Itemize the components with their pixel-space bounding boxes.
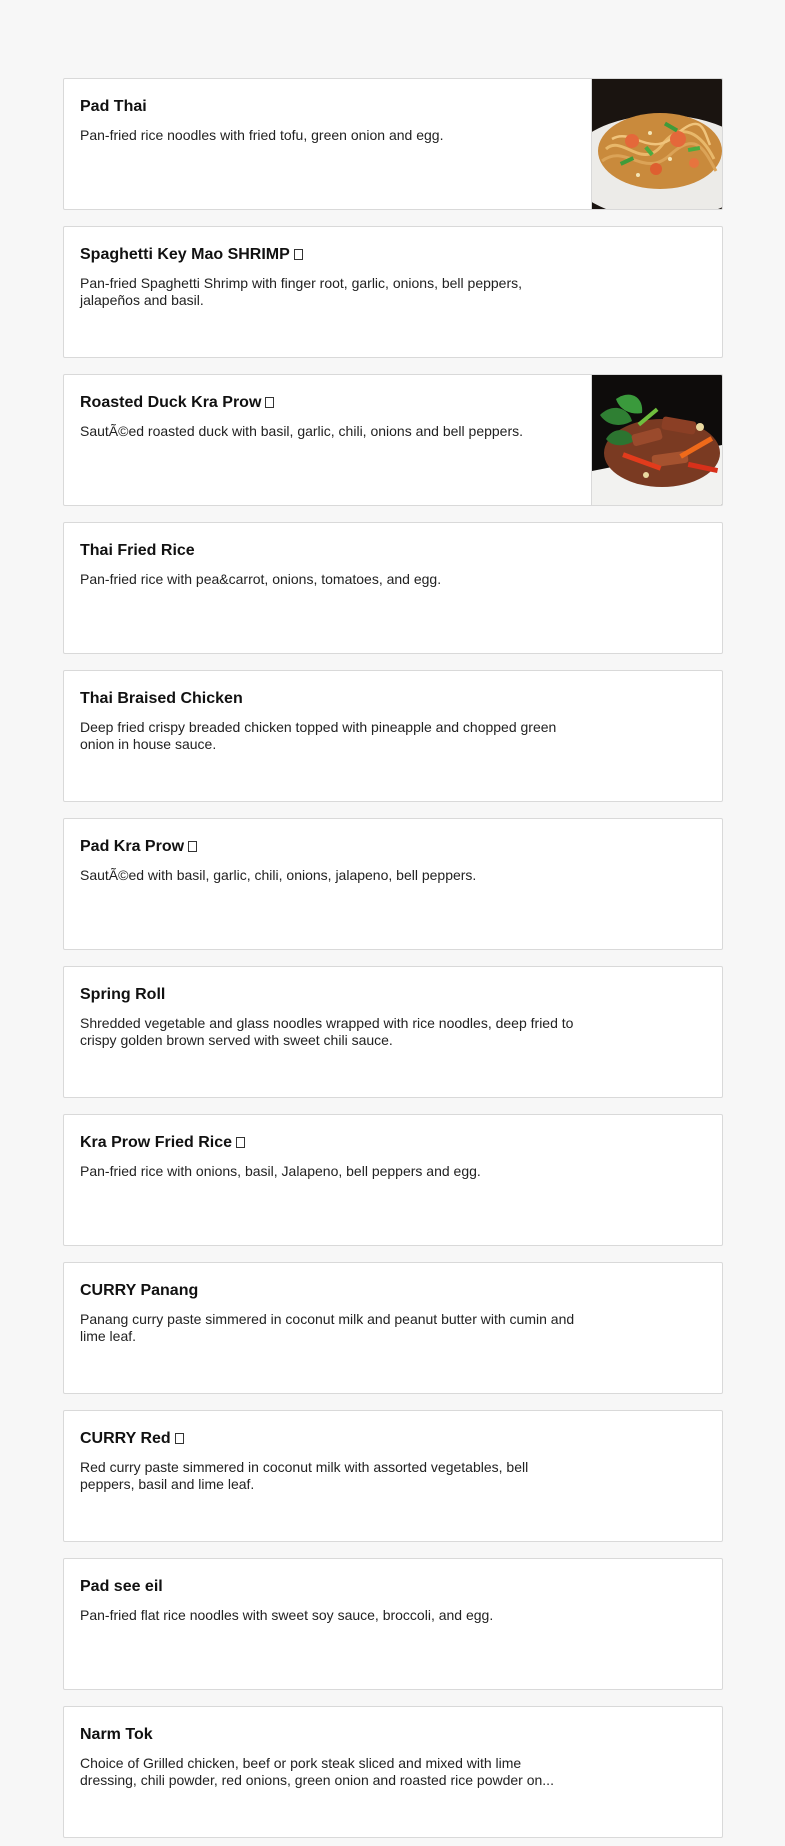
- menu-item-description: Shredded vegetable and glass noodles wrapped with rice noodles, deep fried to crispy golden brown served with sweet chili sauce.: [80, 1015, 574, 1048]
- menu-item-text: [80, 1281, 580, 1345]
- menu-item-description: SautÃ©ed with basil, garlic, chili, onions, jalapeno, bell peppers.: [80, 867, 477, 883]
- menu-item-card[interactable]: [63, 1410, 723, 1542]
- menu-item-title: Pad Thai: [80, 98, 147, 115]
- menu-item-title: CURRY Panang: [80, 1282, 199, 1299]
- menu-item-card[interactable]: [63, 1706, 723, 1838]
- menu-item-card[interactable]: [63, 78, 723, 210]
- menu-item-description: Panang curry paste simmered in coconut milk and peanut butter with cumin and lime leaf.: [80, 1311, 575, 1344]
- spicy-icon: [236, 1137, 245, 1148]
- menu-item-title: Spring Roll: [80, 986, 166, 1003]
- spicy-icon: [294, 249, 303, 260]
- menu-item-text: [80, 97, 580, 144]
- spicy-icon: [265, 397, 274, 408]
- menu-item-text: [80, 837, 580, 884]
- menu-item-text: [80, 1133, 580, 1180]
- menu-item-card[interactable]: [63, 670, 723, 802]
- menu-item-description: Red curry paste simmered in coconut milk with assorted vegetables, bell peppers, basil and lime leaf.: [80, 1459, 529, 1492]
- menu-item-title: Pad see eil: [80, 1578, 163, 1595]
- menu-item-description: Pan-fried flat rice noodles with sweet soy sauce, broccoli, and egg.: [80, 1607, 494, 1623]
- menu-item-text: [80, 1429, 580, 1493]
- spicy-icon: [188, 841, 197, 852]
- menu-item-description: Pan-fried Spaghetti Shrimp with finger root, garlic, onions, bell peppers, jalapeños and basil.: [80, 275, 523, 308]
- menu-item-text: [80, 393, 580, 440]
- menu-item-card[interactable]: [63, 522, 723, 654]
- menu-list: [63, 0, 723, 1838]
- menu-item-title: Pad Kra Prow: [80, 837, 580, 857]
- menu-item-title: CURRY Red: [80, 1429, 580, 1449]
- menu-item-title: Narm Tok: [80, 1726, 153, 1743]
- menu-item-title: Roasted Duck Kra Prow: [80, 393, 580, 413]
- menu-item-title: Thai Braised Chicken: [80, 690, 243, 707]
- menu-item-text: [80, 1725, 580, 1789]
- menu-item-card[interactable]: [63, 818, 723, 950]
- pad-thai-image: [592, 79, 722, 209]
- menu-item-card[interactable]: [63, 966, 723, 1098]
- pad-thai-photo: [591, 79, 722, 209]
- menu-item-text: [80, 245, 580, 309]
- menu-item-card[interactable]: [63, 374, 723, 506]
- menu-item-title: Thai Fried Rice: [80, 542, 195, 559]
- menu-item-title: Spaghetti Key Mao SHRIMP: [80, 245, 580, 265]
- menu-item-title: Kra Prow Fried Rice: [80, 1133, 580, 1153]
- menu-item-card[interactable]: [63, 226, 723, 358]
- menu-item-text: [80, 985, 580, 1049]
- roasted-duck-image: [592, 375, 722, 505]
- menu-item-card[interactable]: [63, 1114, 723, 1246]
- menu-item-description: Pan-fried rice with pea&carrot, onions, tomatoes, and egg.: [80, 571, 442, 587]
- menu-item-description: Choice of Grilled chicken, beef or pork steak sliced and mixed with lime dressing, chili powder, red onions, green onion and roasted rice powder on...: [80, 1755, 554, 1788]
- menu-item-description: SautÃ©ed roasted duck with basil, garlic, chili, onions and bell peppers.: [80, 423, 524, 439]
- menu-item-card[interactable]: [63, 1262, 723, 1394]
- menu-item-text: [80, 689, 580, 753]
- spicy-icon: [175, 1433, 184, 1444]
- menu-item-description: Deep fried crispy breaded chicken topped with pineapple and chopped green onion in house sauce.: [80, 719, 557, 752]
- menu-item-text: [80, 1577, 580, 1624]
- menu-item-description: Pan-fried rice with onions, basil, Jalapeno, bell peppers and egg.: [80, 1163, 481, 1179]
- menu-item-text: [80, 541, 580, 588]
- roasted-duck-photo: [591, 375, 722, 505]
- menu-item-description: Pan-fried rice noodles with fried tofu, green onion and egg.: [80, 127, 444, 143]
- menu-item-card[interactable]: [63, 1558, 723, 1690]
